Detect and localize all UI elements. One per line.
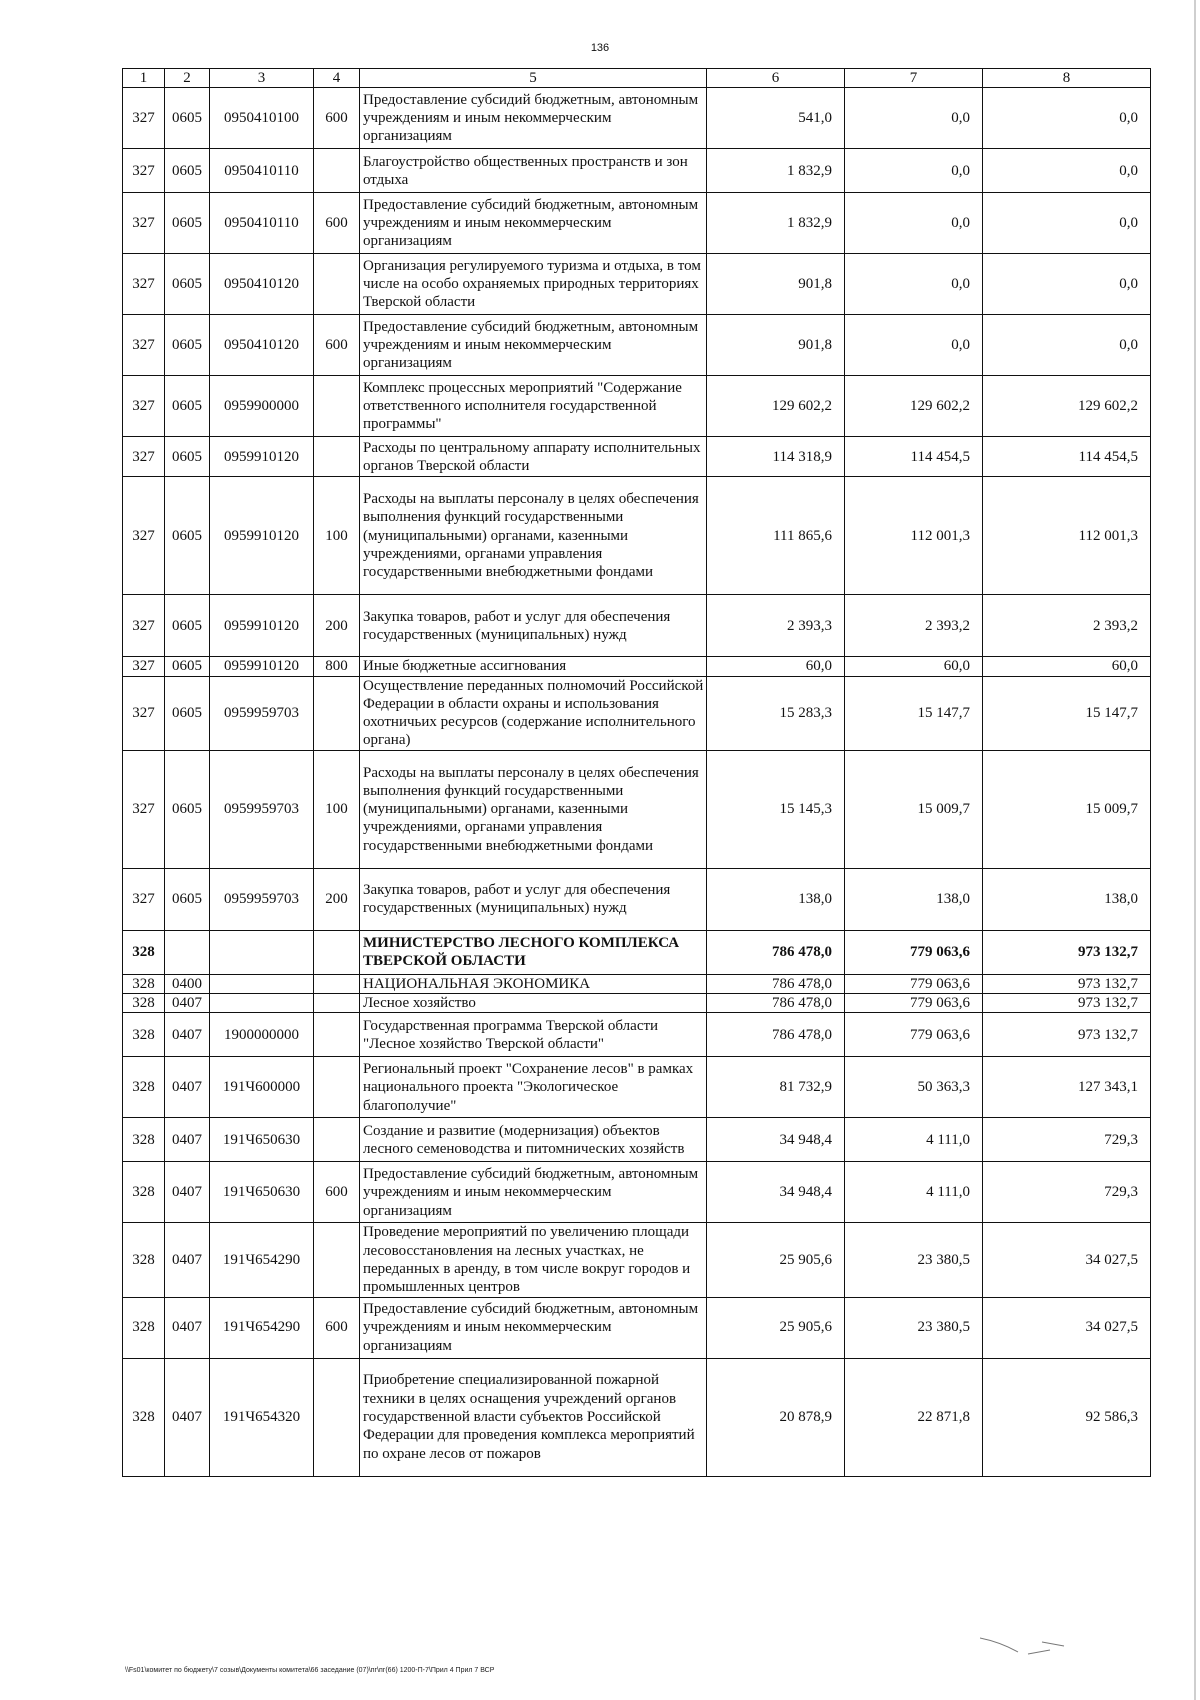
budget-table	[122, 68, 1151, 1477]
col7-value: 779 063,6	[845, 1013, 983, 1057]
table-row	[123, 1358, 1151, 1476]
col6-value: 901,8	[707, 254, 845, 315]
description-cell: Предоставление субсидий бюджетным, автономным учреждениям и иным некоммерческим организациям	[360, 1162, 707, 1223]
col4-cell: 100	[314, 477, 360, 595]
col7-value: 23 380,5	[845, 1297, 983, 1358]
col3-cell: 0959959703	[210, 750, 314, 868]
col7-value: 0,0	[845, 315, 983, 376]
table-row	[123, 477, 1151, 595]
description-cell: Расходы по центральному аппарату исполнительных органов Тверской области	[360, 437, 707, 477]
col7-value: 4 111,0	[845, 1162, 983, 1223]
col2-cell: 0400	[165, 974, 210, 993]
col2-cell	[165, 930, 210, 974]
col2-cell: 0407	[165, 1223, 210, 1297]
description-cell: Региональный проект "Сохранение лесов" в рамках национального проекта "Экологическое благополучие"	[360, 1057, 707, 1118]
col1-cell: 327	[123, 193, 165, 254]
col2-cell: 0407	[165, 1297, 210, 1358]
col7-value: 2 393,2	[845, 595, 983, 657]
col3-cell: 191Ч654290	[210, 1297, 314, 1358]
col1-cell: 327	[123, 149, 165, 193]
table-row	[123, 974, 1151, 993]
col6-value: 129 602,2	[707, 376, 845, 437]
col6-value: 786 478,0	[707, 1013, 845, 1057]
col1-cell: 328	[123, 1013, 165, 1057]
col2-cell: 0407	[165, 994, 210, 1013]
description-cell: Предоставление субсидий бюджетным, автономным учреждениям и иным некоммерческим организациям	[360, 315, 707, 376]
col2-cell: 0407	[165, 1057, 210, 1118]
col2-cell: 0407	[165, 1358, 210, 1476]
scan-edge-line	[1194, 0, 1196, 1700]
col6-value: 541,0	[707, 88, 845, 149]
col8-value: 0,0	[983, 193, 1151, 254]
col1-cell: 328	[123, 1358, 165, 1476]
col7-value: 129 602,2	[845, 376, 983, 437]
col8-value: 60,0	[983, 657, 1151, 676]
col8-value: 0,0	[983, 254, 1151, 315]
col7-value: 0,0	[845, 254, 983, 315]
header-cell: 7	[845, 69, 983, 88]
col1-cell: 327	[123, 315, 165, 376]
description-cell: Предоставление субсидий бюджетным, автономным учреждениям и иным некоммерческим организациям	[360, 193, 707, 254]
col7-value: 114 454,5	[845, 437, 983, 477]
col1-cell: 327	[123, 376, 165, 437]
col2-cell: 0605	[165, 868, 210, 930]
col7-value: 23 380,5	[845, 1223, 983, 1297]
col6-value: 15 145,3	[707, 750, 845, 868]
description-cell: Предоставление субсидий бюджетным, автономным учреждениям и иным некоммерческим организациям	[360, 1297, 707, 1358]
col6-value: 60,0	[707, 657, 845, 676]
col4-cell	[314, 149, 360, 193]
table-row	[123, 1297, 1151, 1358]
col4-cell: 600	[314, 193, 360, 254]
header-cell: 8	[983, 69, 1151, 88]
col3-cell	[210, 974, 314, 993]
description-cell: Закупка товаров, работ и услуг для обеспечения государственных (муниципальных) нужд	[360, 868, 707, 930]
col7-value: 779 063,6	[845, 930, 983, 974]
description-cell: Приобретение специализированной пожарной техники в целях оснащения учреждений органов государственной власти субъектов Российской Федерации для проведения комплекса мероприятий по охране лесов от пожаров	[360, 1358, 707, 1476]
col7-value: 0,0	[845, 88, 983, 149]
col6-value: 34 948,4	[707, 1162, 845, 1223]
table-row	[123, 193, 1151, 254]
col6-value: 25 905,6	[707, 1223, 845, 1297]
col1-cell: 328	[123, 1057, 165, 1118]
description-cell: Иные бюджетные ассигнования	[360, 657, 707, 676]
col2-cell: 0605	[165, 676, 210, 750]
col4-cell	[314, 930, 360, 974]
table-row	[123, 1118, 1151, 1162]
description-cell: Предоставление субсидий бюджетным, автономным учреждениям и иным некоммерческим организациям	[360, 88, 707, 149]
col4-cell	[314, 676, 360, 750]
col1-cell: 327	[123, 477, 165, 595]
col4-cell: 600	[314, 1162, 360, 1223]
col8-value: 127 343,1	[983, 1057, 1151, 1118]
col8-value: 973 132,7	[983, 974, 1151, 993]
footer-file-path: \\Fs01\комитет по бюджету\7 созыв\Документы комитета\66 заседание (07)\пг\пг(66) 1200-П-7\Прил 4 Прил 7 ВСР	[125, 1667, 495, 1674]
header-row	[123, 69, 1151, 88]
col3-cell: 0959910120	[210, 657, 314, 676]
col3-cell: 0959959703	[210, 676, 314, 750]
col2-cell: 0605	[165, 657, 210, 676]
col8-value: 0,0	[983, 149, 1151, 193]
table-row	[123, 595, 1151, 657]
col6-value: 786 478,0	[707, 974, 845, 993]
table-row	[123, 376, 1151, 437]
col3-cell: 0950410120	[210, 315, 314, 376]
col7-value: 0,0	[845, 193, 983, 254]
col2-cell: 0605	[165, 149, 210, 193]
col6-value: 114 318,9	[707, 437, 845, 477]
col1-cell: 327	[123, 868, 165, 930]
col7-value: 779 063,6	[845, 994, 983, 1013]
col8-value: 973 132,7	[983, 994, 1151, 1013]
table-row	[123, 1013, 1151, 1057]
header-cell: 2	[165, 69, 210, 88]
col6-value: 901,8	[707, 315, 845, 376]
col2-cell: 0605	[165, 88, 210, 149]
description-cell: Расходы на выплаты персоналу в целях обеспечения выполнения функций государственными (муниципальными) органами, казенными учреждениями, органами управления государственными внебюджетными фондами	[360, 477, 707, 595]
description-cell: Организация регулируемого туризма и отдыха, в том числе на особо охраняемых природных территориях Тверской области	[360, 254, 707, 315]
col4-cell: 200	[314, 595, 360, 657]
table-row	[123, 994, 1151, 1013]
col8-value: 92 586,3	[983, 1358, 1151, 1476]
header-cell: 3	[210, 69, 314, 88]
col8-value: 138,0	[983, 868, 1151, 930]
col1-cell: 328	[123, 974, 165, 993]
col4-cell	[314, 1358, 360, 1476]
col4-cell	[314, 376, 360, 437]
table-row	[123, 1162, 1151, 1223]
col1-cell: 327	[123, 88, 165, 149]
table-row	[123, 676, 1151, 750]
table-row	[123, 437, 1151, 477]
col7-value: 112 001,3	[845, 477, 983, 595]
col6-value: 1 832,9	[707, 193, 845, 254]
table-row	[123, 254, 1151, 315]
col8-value: 729,3	[983, 1162, 1151, 1223]
page-number: 136	[590, 42, 610, 54]
col6-value: 81 732,9	[707, 1057, 845, 1118]
header-cell: 6	[707, 69, 845, 88]
description-cell: Благоустройство общественных пространств и зон отдыха	[360, 149, 707, 193]
col3-cell: 0950410120	[210, 254, 314, 315]
table-row	[123, 1057, 1151, 1118]
col2-cell: 0605	[165, 595, 210, 657]
col6-value: 2 393,3	[707, 595, 845, 657]
header-cell: 5	[360, 69, 707, 88]
col6-value: 786 478,0	[707, 994, 845, 1013]
col4-cell: 600	[314, 1297, 360, 1358]
col2-cell: 0605	[165, 254, 210, 315]
description-cell: Лесное хозяйство	[360, 994, 707, 1013]
col3-cell: 191Ч654290	[210, 1223, 314, 1297]
col3-cell: 0959900000	[210, 376, 314, 437]
col8-value: 0,0	[983, 315, 1151, 376]
col2-cell: 0605	[165, 315, 210, 376]
col6-value: 111 865,6	[707, 477, 845, 595]
col8-value: 15 009,7	[983, 750, 1151, 868]
col7-value: 15 147,7	[845, 676, 983, 750]
col2-cell: 0407	[165, 1013, 210, 1057]
col1-cell: 327	[123, 595, 165, 657]
col4-cell	[314, 254, 360, 315]
col3-cell: 191Ч650630	[210, 1118, 314, 1162]
col6-value: 34 948,4	[707, 1118, 845, 1162]
col6-value: 25 905,6	[707, 1297, 845, 1358]
col7-value: 779 063,6	[845, 974, 983, 993]
description-cell: Создание и развитие (модернизация) объектов лесного семеноводства и питомнических хозяйств	[360, 1118, 707, 1162]
col2-cell: 0407	[165, 1118, 210, 1162]
description-cell: Проведение мероприятий по увеличению площади лесовосстановления на лесных участках, не переданных в аренду, в том числе вокруг городов и промышленных центров	[360, 1223, 707, 1297]
col8-value: 112 001,3	[983, 477, 1151, 595]
budget-table-body	[123, 69, 1151, 1477]
col3-cell: 0959910120	[210, 595, 314, 657]
col1-cell: 328	[123, 1223, 165, 1297]
col6-value: 138,0	[707, 868, 845, 930]
col4-cell	[314, 994, 360, 1013]
col7-value: 50 363,3	[845, 1057, 983, 1118]
handwritten-mark	[980, 1620, 1070, 1660]
col4-cell	[314, 1013, 360, 1057]
col6-value: 20 878,9	[707, 1358, 845, 1476]
table-row	[123, 657, 1151, 676]
col3-cell: 0959959703	[210, 868, 314, 930]
description-cell: Закупка товаров, работ и услуг для обеспечения государственных (муниципальных) нужд	[360, 595, 707, 657]
col3-cell	[210, 930, 314, 974]
col8-value: 973 132,7	[983, 1013, 1151, 1057]
description-cell: НАЦИОНАЛЬНАЯ ЭКОНОМИКА	[360, 974, 707, 993]
col4-cell	[314, 1223, 360, 1297]
col3-cell: 0950410110	[210, 149, 314, 193]
col8-value: 34 027,5	[983, 1223, 1151, 1297]
col3-cell: 0950410100	[210, 88, 314, 149]
table-row	[123, 315, 1151, 376]
description-cell: Комплекс процессных мероприятий "Содержание ответственного исполнителя государственной программы"	[360, 376, 707, 437]
col3-cell: 0959910120	[210, 437, 314, 477]
col1-cell: 328	[123, 1118, 165, 1162]
col6-value: 1 832,9	[707, 149, 845, 193]
col1-cell: 327	[123, 657, 165, 676]
col1-cell: 328	[123, 1297, 165, 1358]
description-cell: МИНИСТЕРСТВО ЛЕСНОГО КОМПЛЕКСА ТВЕРСКОЙ ОБЛАСТИ	[360, 930, 707, 974]
col4-cell	[314, 1118, 360, 1162]
table-row	[123, 1223, 1151, 1297]
col8-value: 973 132,7	[983, 930, 1151, 974]
col8-value: 729,3	[983, 1118, 1151, 1162]
col8-value: 114 454,5	[983, 437, 1151, 477]
col8-value: 2 393,2	[983, 595, 1151, 657]
col2-cell: 0605	[165, 193, 210, 254]
col2-cell: 0605	[165, 477, 210, 595]
col2-cell: 0605	[165, 750, 210, 868]
col1-cell: 327	[123, 437, 165, 477]
col1-cell: 327	[123, 750, 165, 868]
col3-cell: 0950410110	[210, 193, 314, 254]
col3-cell: 191Ч600000	[210, 1057, 314, 1118]
col3-cell: 1900000000	[210, 1013, 314, 1057]
col4-cell	[314, 437, 360, 477]
col7-value: 22 871,8	[845, 1358, 983, 1476]
col7-value: 0,0	[845, 149, 983, 193]
col4-cell	[314, 974, 360, 993]
col2-cell: 0605	[165, 376, 210, 437]
col7-value: 138,0	[845, 868, 983, 930]
col1-cell: 328	[123, 930, 165, 974]
col2-cell: 0407	[165, 1162, 210, 1223]
col6-value: 786 478,0	[707, 930, 845, 974]
col8-value: 0,0	[983, 88, 1151, 149]
col3-cell	[210, 994, 314, 1013]
col8-value: 129 602,2	[983, 376, 1151, 437]
header-cell: 1	[123, 69, 165, 88]
col3-cell: 191Ч650630	[210, 1162, 314, 1223]
col7-value: 15 009,7	[845, 750, 983, 868]
col8-value: 34 027,5	[983, 1297, 1151, 1358]
col3-cell: 191Ч654320	[210, 1358, 314, 1476]
header-cell: 4	[314, 69, 360, 88]
col4-cell: 200	[314, 868, 360, 930]
table-row	[123, 930, 1151, 974]
col4-cell	[314, 1057, 360, 1118]
col6-value: 15 283,3	[707, 676, 845, 750]
col1-cell: 328	[123, 994, 165, 1013]
col4-cell: 600	[314, 88, 360, 149]
col7-value: 60,0	[845, 657, 983, 676]
description-cell: Государственная программа Тверской области "Лесное хозяйство Тверской области"	[360, 1013, 707, 1057]
table-row	[123, 88, 1151, 149]
col4-cell: 100	[314, 750, 360, 868]
col7-value: 4 111,0	[845, 1118, 983, 1162]
table-row	[123, 149, 1151, 193]
table-row	[123, 750, 1151, 868]
col1-cell: 328	[123, 1162, 165, 1223]
col8-value: 15 147,7	[983, 676, 1151, 750]
table-row	[123, 868, 1151, 930]
col1-cell: 327	[123, 254, 165, 315]
description-cell: Осуществление переданных полномочий Российской Федерации в области охраны и использования охотничьих ресурсов (содержание исполнительного органа)	[360, 676, 707, 750]
col1-cell: 327	[123, 676, 165, 750]
col3-cell: 0959910120	[210, 477, 314, 595]
description-cell: Расходы на выплаты персоналу в целях обеспечения выполнения функций государственными (муниципальными) органами, казенными учреждениями, органами управления государственными внебюджетными фондами	[360, 750, 707, 868]
col4-cell: 800	[314, 657, 360, 676]
col2-cell: 0605	[165, 437, 210, 477]
col4-cell: 600	[314, 315, 360, 376]
